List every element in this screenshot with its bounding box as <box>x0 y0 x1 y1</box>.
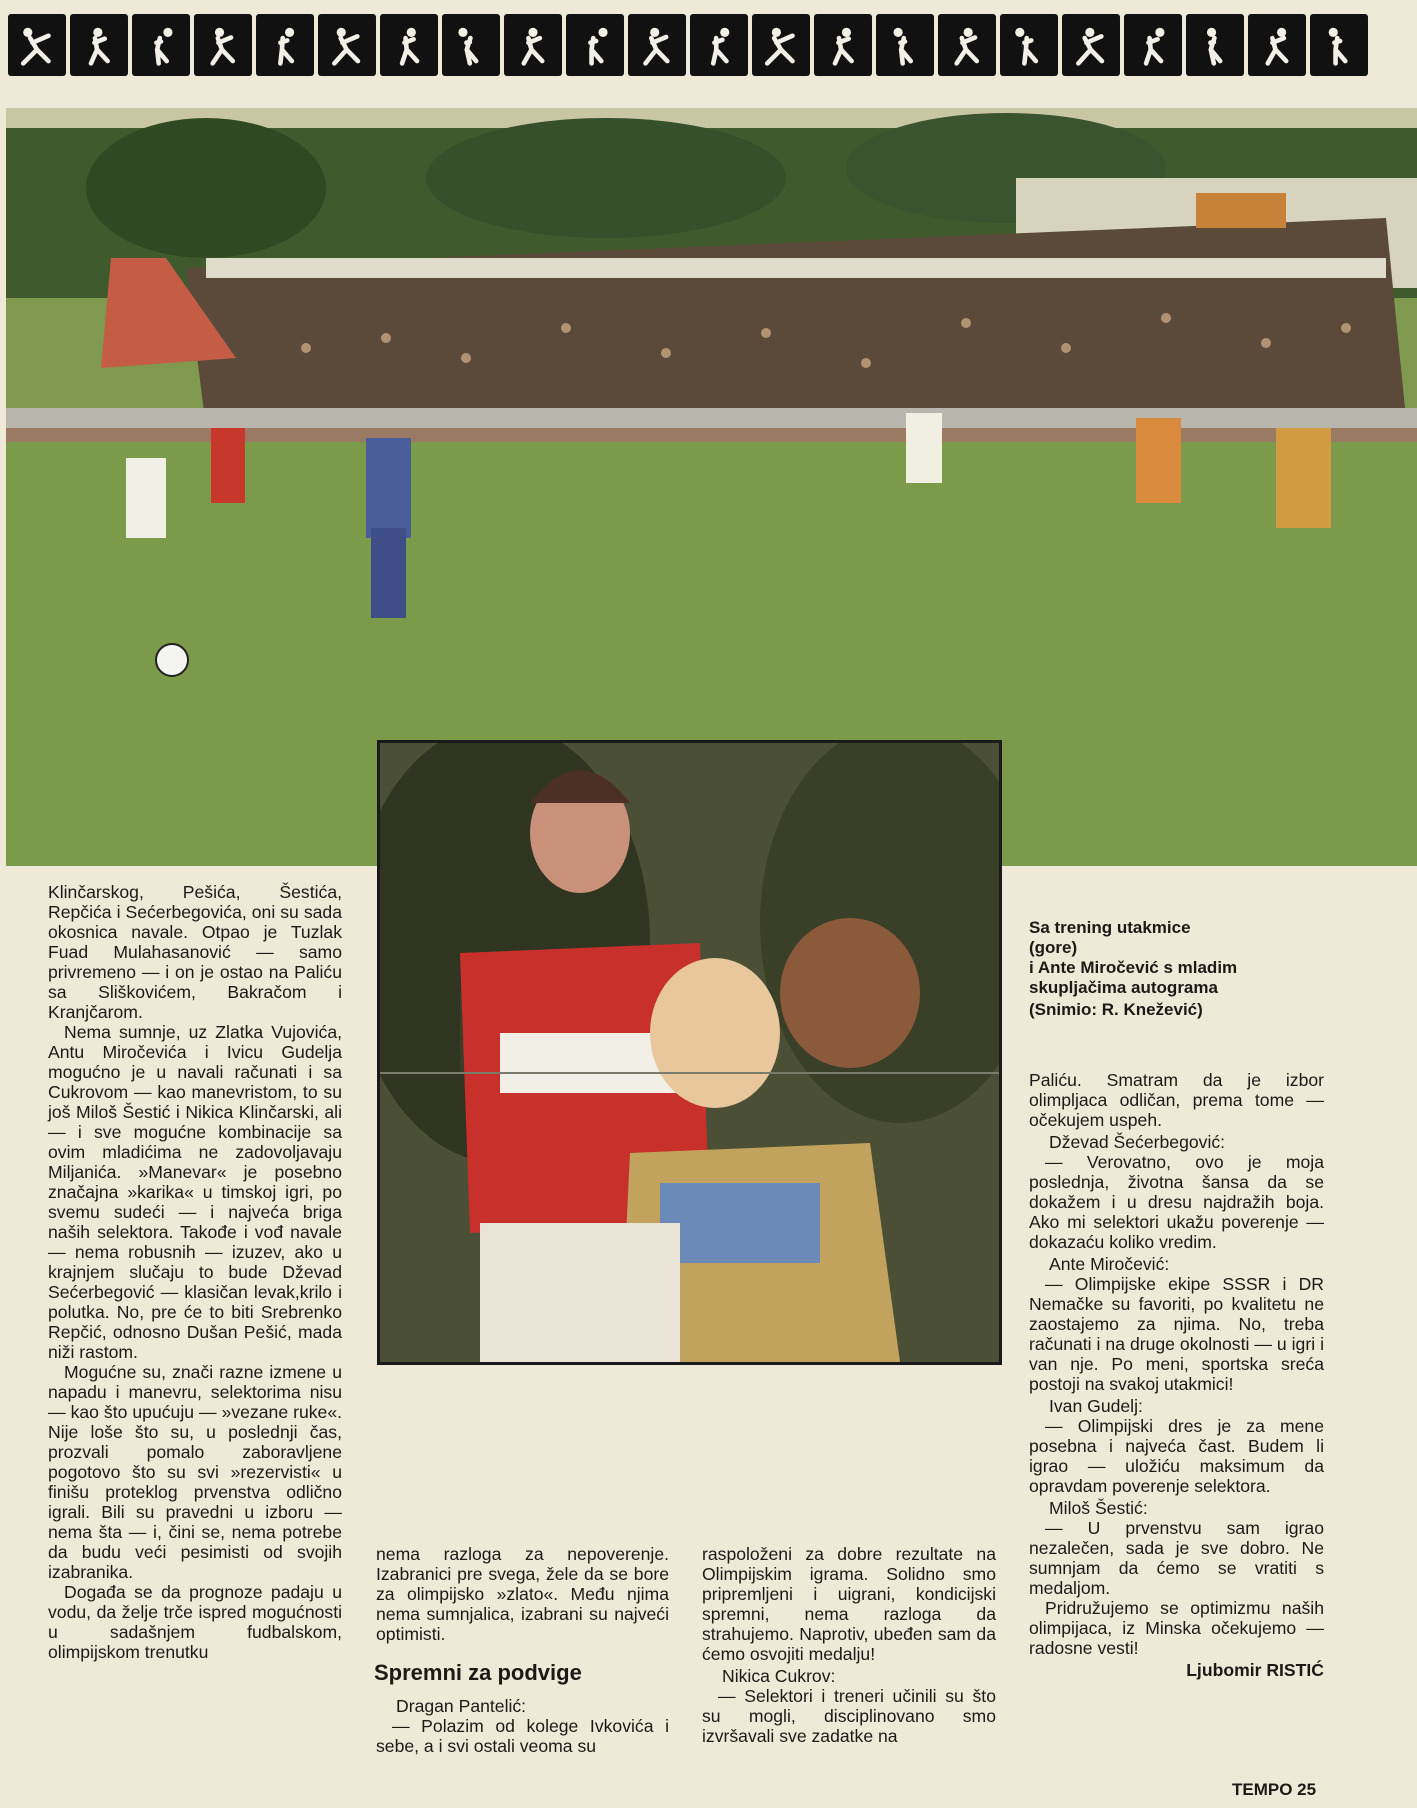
athletics-icon <box>8 14 66 76</box>
quote: — Polazim od kolege Ivkovića i sebe, a i svi ostali veoma su <box>376 1716 669 1756</box>
photo-caption <box>1029 918 1329 1020</box>
hurdles-icon <box>194 14 252 76</box>
speaker-name: Dževad Šećerbegović: <box>1049 1132 1226 1152</box>
quote: — Olimpijski dres je za mene posebna i najveća čast. Budem li igrao — uložiću maksimum da opravdam poverenje selektora. <box>1029 1416 1324 1496</box>
author-byline: Ljubomir RISTIĆ <box>1186 1660 1324 1680</box>
pictogram-strip <box>8 14 1417 80</box>
caption-line: (gore) <box>1029 938 1078 957</box>
hockey-icon <box>1186 14 1244 76</box>
quote: — Olimpijske ekipe SSSR i DR Nemačke su favoriti, po kvalitetu ne zaostajemo za njima. No, treba računati i na druge okolnosti — u igri i van nje. Po meni, sportska sreća postoji na svakoj utakmici! <box>1029 1274 1324 1394</box>
paragraph: Nema sumnje, uz Zlatka Vujovića, Antu Miročevića i Ivicu Gudelja mogućno je u navali računati i sa Cukrovom — kao manevristom, to su još Miloš Šestić i Nikica Klinčarski, ali — i sve mogućne kombinacije sa ovim mladićima ne zadovoljavaju Miljanića. »Manevar« je posebno značajna »karika« u timskoj igri, po svemu sudeći — i najveća briga naših selektora. Takođe i vođ navale — nema robusnih — izuzev, ako u krajnjem slučaju to bude Dževad Sećerbegović — klasičan levak,krilo i polutka. No, pre će to biti Srebrenko Repčić, odnosno Dušan Pešić, mada niži rastom. <box>48 1022 342 1362</box>
sprint-icon <box>256 14 314 76</box>
cycling-icon <box>690 14 748 76</box>
judo-icon <box>876 14 934 76</box>
paragraph: Paliću. Smatram da je izbor olimpljaca odličan, prema tome — očekujem uspeh. <box>1029 1070 1324 1130</box>
boxing-icon <box>504 14 562 76</box>
caption-line: i Ante Miročević s mladim <box>1029 958 1238 977</box>
page-footer: TEMPO 25 <box>1232 1780 1317 1799</box>
quote: — U prvenstvu sam igrao nezalečen, sada je sve dobro. Ne sumnjam da ćemo se vratiti s medaljom. <box>1029 1518 1324 1598</box>
speaker-name: Ivan Gudelj: <box>1049 1396 1143 1416</box>
speaker-name: Nikica Cukrov: <box>722 1666 836 1686</box>
paragraph: Pridružujemo se optimizmu naših olimpijaca, iz Minska očekujemo — radosne vesti! <box>1029 1598 1324 1658</box>
section-subhead: Spremni za podvige <box>374 1660 582 1685</box>
archery-icon <box>752 14 810 76</box>
article-column-2 <box>376 1544 669 1644</box>
article-column-4 <box>1029 1070 1324 1680</box>
speaker-name: Miloš Šestić: <box>1049 1498 1148 1518</box>
paragraph: nema razloga za nepoverenje. Izabranici pre svega, žele da se bore za olimpijsko »zlato«. Među njima nema sumnjalica, izabrani su najveći optimisti. <box>376 1544 669 1644</box>
wrestling-icon <box>814 14 872 76</box>
caption-line: skupljačima autograma <box>1029 978 1218 997</box>
speaker-name: Dragan Pantelić: <box>396 1696 527 1716</box>
running-icon <box>1062 14 1120 76</box>
article-column-1 <box>48 882 342 1662</box>
fencing-icon <box>380 14 438 76</box>
quote: — Verovatno, ovo je moja poslednja, životna šansa da se dokažem i u dresu najdražih boja. Ako mi selektori ukažu poverenje — dokazaću koliko vredim. <box>1029 1152 1324 1252</box>
gymnastics-icon <box>442 14 500 76</box>
rowing-icon <box>628 14 686 76</box>
quote: — Selektori i treneri učinili su što su mogli, disciplinovano smo izvršavali sve zadatke na <box>702 1686 996 1746</box>
autograph-photo <box>377 740 1002 1365</box>
shooting-icon <box>938 14 996 76</box>
article-column-2-continued <box>376 1694 669 1756</box>
speaker-name: Ante Miročević: <box>1049 1254 1170 1274</box>
photo-credit: (Snimio: R. Knežević) <box>1029 1000 1203 1019</box>
swimming-icon <box>70 14 128 76</box>
basketball-icon <box>1124 14 1182 76</box>
equestrian-icon <box>1248 14 1306 76</box>
article-column-3 <box>702 1544 996 1746</box>
football-icon <box>566 14 624 76</box>
handball-icon <box>1000 14 1058 76</box>
weightlifting-icon <box>318 14 376 76</box>
volleyball-icon <box>132 14 190 76</box>
paragraph: Mogućne su, znači razne izmene u napadu i manevru, selektorima nisu — kao što upućuju — »vezane ruke«. Nije loše što su, u poslednji čas, prozvali pomalo zaboravljene pogotovo što su svi »rezervisti« u finišu proteklog prvenstva odlično igrali. Bili su pravedni u izboru — nema šta — i, čini se, nema potrebe da budu veći pesimisti od svojih izabranika. <box>48 1362 342 1582</box>
caption-line: Sa trening utakmice <box>1029 918 1191 937</box>
paragraph: raspoloženi za dobre rezultate na Olimpijskim igrama. Solidno smo pripremljeni i uigrani, kondicijski spremni, nema razloga da strahujemo. Naprotiv, ubeđen sam da ćemo osvojiti medalju! <box>702 1544 996 1664</box>
paragraph: Događa se da prognoze padaju u vodu, da želje trče ispred mogućnosti u sadašnjem fudbalskom, olimpijskom trenutku <box>48 1582 342 1662</box>
paragraph: Klinčarskog, Pešića, Šestića, Repčića i Sećerbegovića, oni su sada okosnica navale. Otpao je Tuzlak Fuad Mulahasanović — samo privremeno — i on je ostao na Paliću sa Sliškovićem, Bakračom i Kranjčarom. <box>48 882 342 1022</box>
diving-icon <box>1310 14 1368 76</box>
